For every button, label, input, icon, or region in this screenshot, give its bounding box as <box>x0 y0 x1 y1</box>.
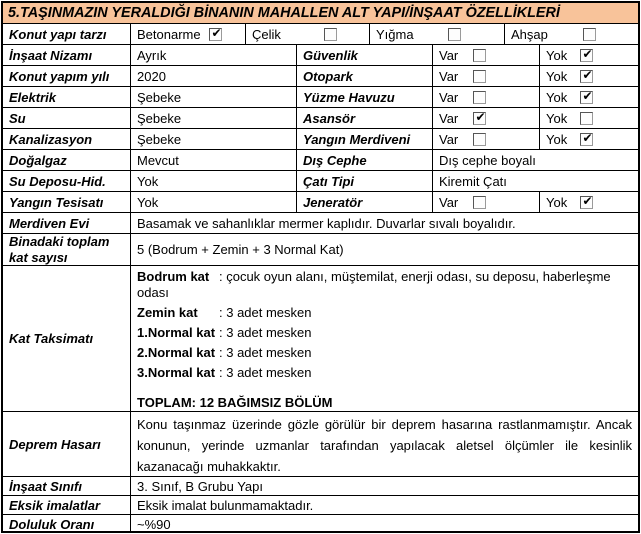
checkbox-yok[interactable] <box>580 133 593 146</box>
var-label: Var <box>439 89 459 105</box>
var-cell <box>433 45 540 65</box>
check-icon: ✔ <box>582 47 593 61</box>
row-value: Konu taşınmaz üzerinde gözle görülür bir deprem hasarına rastlanmamıştır. Ancak konunun, yerinde uzmanlar tarafından yapılacak aletsel ölçümler ile kesinlik kazanacağı muhakkaktır. <box>137 417 632 474</box>
row-label: Su Deposu-Hid. <box>3 171 131 191</box>
table-row-insaat-nizami <box>3 45 638 66</box>
checkbox-yok[interactable] <box>580 70 593 83</box>
yok-label: Yok <box>546 110 568 126</box>
yok-label: Yok <box>546 47 568 63</box>
row-value: Yok <box>131 171 297 191</box>
table-row-merdiven-evi <box>3 213 638 234</box>
checkbox-yok[interactable] <box>580 91 593 104</box>
yok-cell <box>540 192 638 212</box>
row-label: Konut yapım yılı <box>3 66 131 86</box>
kat-line-zemin: Zemin kat : 3 adet mesken <box>137 305 312 320</box>
var-cell <box>433 129 540 149</box>
row-value: Eksik imalat bulunmamaktadır. <box>137 497 314 513</box>
row-label: Doluluk Oranı <box>3 515 131 533</box>
row-value: 3. Sınıf, B Grubu Yapı <box>137 478 263 494</box>
checkbox-yok[interactable] <box>580 196 593 209</box>
var-cell <box>433 87 540 107</box>
check-icon: ✔ <box>211 26 222 40</box>
row-label: Deprem Hasarı <box>3 412 131 476</box>
section-header <box>3 3 638 24</box>
checkbox-yigma[interactable] <box>448 28 461 41</box>
row-value: Basamak ve sahanlıklar mermer kaplıdır. Duvarlar sıvalı boyalıdır. <box>137 215 516 231</box>
row-value: 2020 <box>131 66 297 86</box>
check-icon: ✔ <box>475 110 486 124</box>
checkbox-var[interactable] <box>473 91 486 104</box>
section-title: 5.TAŞINMAZIN YERALDIĞI BİNANIN MAHALLEN ALT YAPI/İNŞAAT ÖZELLİKLERİ <box>8 5 560 21</box>
row-label2: Otopark <box>297 66 433 86</box>
kat-line-1normal: 1.Normal kat : 3 adet mesken <box>137 325 312 340</box>
table-row-kanalizasyon <box>3 129 638 150</box>
row-value: Şebeke <box>131 129 297 149</box>
row-value: Şebeke <box>131 108 297 128</box>
option-label: Ahşap <box>511 26 548 42</box>
row-label: Yangın Tesisatı <box>3 192 131 212</box>
check-icon: ✔ <box>582 131 593 145</box>
row-value2: Kiremit Çatı <box>439 173 507 189</box>
check-icon: ✔ <box>582 68 593 82</box>
row-label: İnşaat Sınıfı <box>3 477 131 495</box>
row-value: Yok <box>131 192 297 212</box>
row-label: Merdiven Evi <box>3 213 131 233</box>
row-label2: Dış Cephe <box>297 150 433 170</box>
var-cell <box>433 66 540 86</box>
var-label: Var <box>439 110 459 126</box>
checkbox-var[interactable] <box>473 196 486 209</box>
kat-line-3normal: 3.Normal kat : 3 adet mesken <box>137 365 312 380</box>
row-value: ~%90 <box>137 516 171 532</box>
yok-cell <box>540 129 638 149</box>
checkbox-var[interactable] <box>473 133 486 146</box>
yok-label: Yok <box>546 89 568 105</box>
check-icon: ✔ <box>582 194 593 208</box>
table-row-konut-yapi-tarzi <box>3 24 638 45</box>
row-value2: Dış cephe boyalı <box>439 152 536 168</box>
row-label: Eksik imalatlar <box>3 496 131 514</box>
row-label2: Yangın Merdiveni <box>297 129 433 149</box>
table-row-kat-taksimati <box>3 266 638 412</box>
row-value: Ayrık <box>131 45 297 65</box>
yok-cell <box>540 87 638 107</box>
option-label: Betonarme <box>137 26 201 42</box>
var-cell <box>433 192 540 212</box>
option-celik <box>246 24 370 44</box>
yok-label: Yok <box>546 131 568 147</box>
option-yigma <box>370 24 505 44</box>
checkbox-var[interactable] <box>473 49 486 62</box>
yok-cell <box>540 108 638 128</box>
row-value: Mevcut <box>131 150 297 170</box>
checkbox-celik[interactable] <box>324 28 337 41</box>
kat-line-2normal: 2.Normal kat : 3 adet mesken <box>137 345 312 360</box>
var-label: Var <box>439 68 459 84</box>
table-row-doluluk-orani <box>3 515 638 533</box>
table-row-su-deposu <box>3 171 638 192</box>
row-label: Su <box>3 108 131 128</box>
table-row-su <box>3 108 638 129</box>
table-row-binadaki-kat-sayisi <box>3 234 638 266</box>
row-label2: Asansör <box>297 108 433 128</box>
row-label: Doğalgaz <box>3 150 131 170</box>
table-row-yangin-tesisati <box>3 192 638 213</box>
option-betonarme <box>131 24 246 44</box>
table-row-dogalgaz <box>3 150 638 171</box>
row-label2: Güvenlik <box>297 45 433 65</box>
yok-label: Yok <box>546 68 568 84</box>
option-label: Yığma <box>376 26 414 42</box>
yok-label: Yok <box>546 194 568 210</box>
var-label: Var <box>439 194 459 210</box>
checkbox-ahsap[interactable] <box>583 28 596 41</box>
row-value: Şebeke <box>131 87 297 107</box>
kat-line-bodrum: Bodrum kat : çocuk oyun alanı, müştemilat, enerji odası, su deposu, haberleşme odası <box>137 269 611 300</box>
row-value <box>131 266 638 411</box>
var-cell <box>433 108 540 128</box>
property-features-table <box>1 1 640 533</box>
yok-cell <box>540 66 638 86</box>
yok-cell <box>540 45 638 65</box>
checkbox-yok[interactable] <box>580 112 593 125</box>
option-label: Çelik <box>252 26 281 42</box>
var-label: Var <box>439 47 459 63</box>
table-row-konut-yapim-yili <box>3 66 638 87</box>
row-label: Kat Taksimatı <box>3 266 131 411</box>
row-value: 5 (Bodrum + Zemin + 3 Normal Kat) <box>137 242 344 257</box>
check-icon: ✔ <box>582 89 593 103</box>
var-label: Var <box>439 131 459 147</box>
row-label2: Yüzme Havuzu <box>297 87 433 107</box>
checkbox-yok[interactable] <box>580 49 593 62</box>
checkbox-var[interactable] <box>473 112 486 125</box>
table-row-elektrik <box>3 87 638 108</box>
checkbox-var[interactable] <box>473 70 486 83</box>
kat-total: TOPLAM: 12 BAĞIMSIZ BÖLÜM <box>137 395 333 410</box>
checkbox-betonarme[interactable] <box>209 28 222 41</box>
row-label2: Çatı Tipi <box>297 171 433 191</box>
table-row-insaat-sinifi <box>3 477 638 496</box>
row-label: Elektrik <box>3 87 131 107</box>
row-label: Kanalizasyon <box>3 129 131 149</box>
row-label: Konut yapı tarzı <box>3 24 131 44</box>
table-row-deprem-hasari <box>3 412 638 477</box>
row-label2: Jeneratör <box>297 192 433 212</box>
row-label: İnşaat Nizamı <box>3 45 131 65</box>
option-ahsap <box>505 24 638 44</box>
table-row-eksik-imalatlar <box>3 496 638 515</box>
row-label: Binadaki toplam kat sayısı <box>3 234 131 265</box>
